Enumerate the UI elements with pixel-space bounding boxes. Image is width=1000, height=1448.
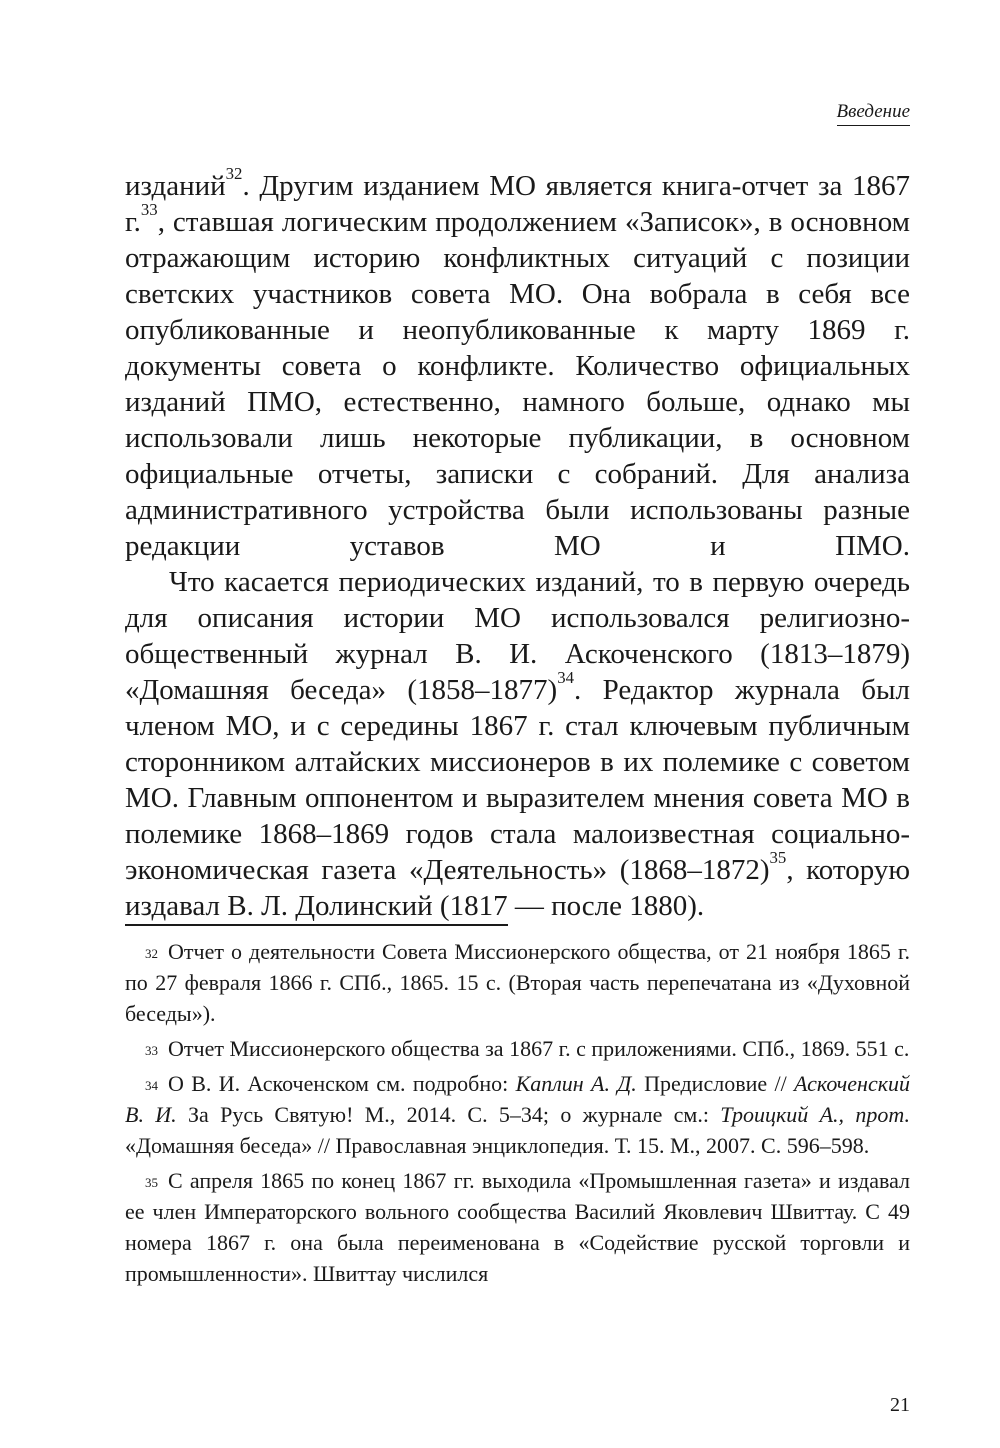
text-run: , которую издавал В. Л. Долинский (1817 — после 1880). bbox=[125, 854, 910, 922]
text-run: , ставшая логическим продолжением «Записок», в основном отражающим историю конфликтных ситуаций с позиции светских участников совета МО. Она вобрала в себя все опубликованные и неопубликованные к марту 1869 г. документы совета о конфликте. Количество официальных изданий ПМО, естественно, намного больше, однако мы использовали лишь некоторые публикации, в основном официальные отчеты, записки с собраний. Для анализа административного устройства были использованы разные редакции уставов МО и ПМО. bbox=[125, 206, 910, 562]
text-run: изданий bbox=[125, 170, 226, 202]
footnotes bbox=[125, 936, 910, 1293]
footnote-number: 34 bbox=[145, 1078, 158, 1093]
footnote-number: 33 bbox=[145, 1043, 158, 1058]
footnote-text: Отчет Миссионерского общества за 1867 г. с приложениями. СПб., 1869. 551 с. bbox=[168, 1036, 910, 1061]
footnote-separator bbox=[125, 924, 508, 926]
footnote-text: О В. И. Аскоченском см. подробно: bbox=[168, 1071, 516, 1096]
running-head-text: Введение bbox=[837, 101, 910, 126]
footnote-ref-35[interactable]: 35 bbox=[769, 848, 787, 867]
footnote-number: 35 bbox=[145, 1175, 158, 1190]
footnote-text: Предисловие // bbox=[636, 1071, 795, 1096]
footnote-ref-33[interactable]: 33 bbox=[140, 200, 158, 219]
footnote-ref-34[interactable]: 34 bbox=[557, 668, 574, 687]
text-run: . Другим изданием МО является книга-отчет за 1867 г. bbox=[125, 170, 910, 238]
author-name: Аскоченский В. И. bbox=[125, 1071, 910, 1127]
author-name: Каплин А. Д. bbox=[515, 1071, 637, 1096]
footnote-33 bbox=[125, 1033, 910, 1064]
author-name: Троицкий А., прот. bbox=[720, 1102, 911, 1127]
footnote-ref-32[interactable]: 32 bbox=[225, 164, 243, 183]
text-run: Что касается периодических изданий, то в первую очередь для описания истории МО использовался религиозно-общественный журнал В. И. Аскоченского (1813–1879) «Домашняя беседа» (1858–1877) bbox=[125, 566, 910, 706]
text-run: . Редактор журнала был членом МО, и с середины 1867 г. стал ключевым публичным сторонником алтайских миссионеров в их полемике с советом МО. Главным оппонентом и выразителем мнения совета МО в полемике 1868–1869 годов стала малоизвестная социально-экономическая газета «Деятельность» (1868–1872) bbox=[125, 674, 910, 886]
footnote-32 bbox=[125, 936, 910, 1029]
footnote-text: С апреля 1865 по конец 1867 гг. выходила «Промышленная газета» и издавал ее член Императорского вольного сообщества Василий Яковлевич Швиттау. С 49 номера 1867 г. она была переименована в «Содействие русской торговли и промышленности». Швиттау числился bbox=[125, 1168, 910, 1286]
paragraph-2 bbox=[125, 564, 910, 924]
page-number: 21 bbox=[890, 1394, 910, 1416]
paragraph-1 bbox=[125, 164, 910, 564]
running-head bbox=[700, 101, 910, 123]
footnote-number: 32 bbox=[145, 946, 158, 961]
footnote-text: Отчет о деятельности Совета Миссионерского общества, от 21 ноября 1865 г. по 27 февраля 1866 г. СПб., 1865. 15 с. (Вторая часть перепечатана из «Духовной беседы»). bbox=[125, 939, 910, 1026]
footnote-34 bbox=[125, 1068, 910, 1161]
footnote-text: За Русь Святую! М., 2014. С. 5–34; о журнале см.: bbox=[176, 1102, 721, 1127]
footnote-35 bbox=[125, 1165, 910, 1289]
main-text bbox=[125, 164, 910, 924]
footnote-text: «Домашняя беседа» // Православная энциклопедия. Т. 15. М., 2007. С. 596–598. bbox=[125, 1133, 870, 1158]
